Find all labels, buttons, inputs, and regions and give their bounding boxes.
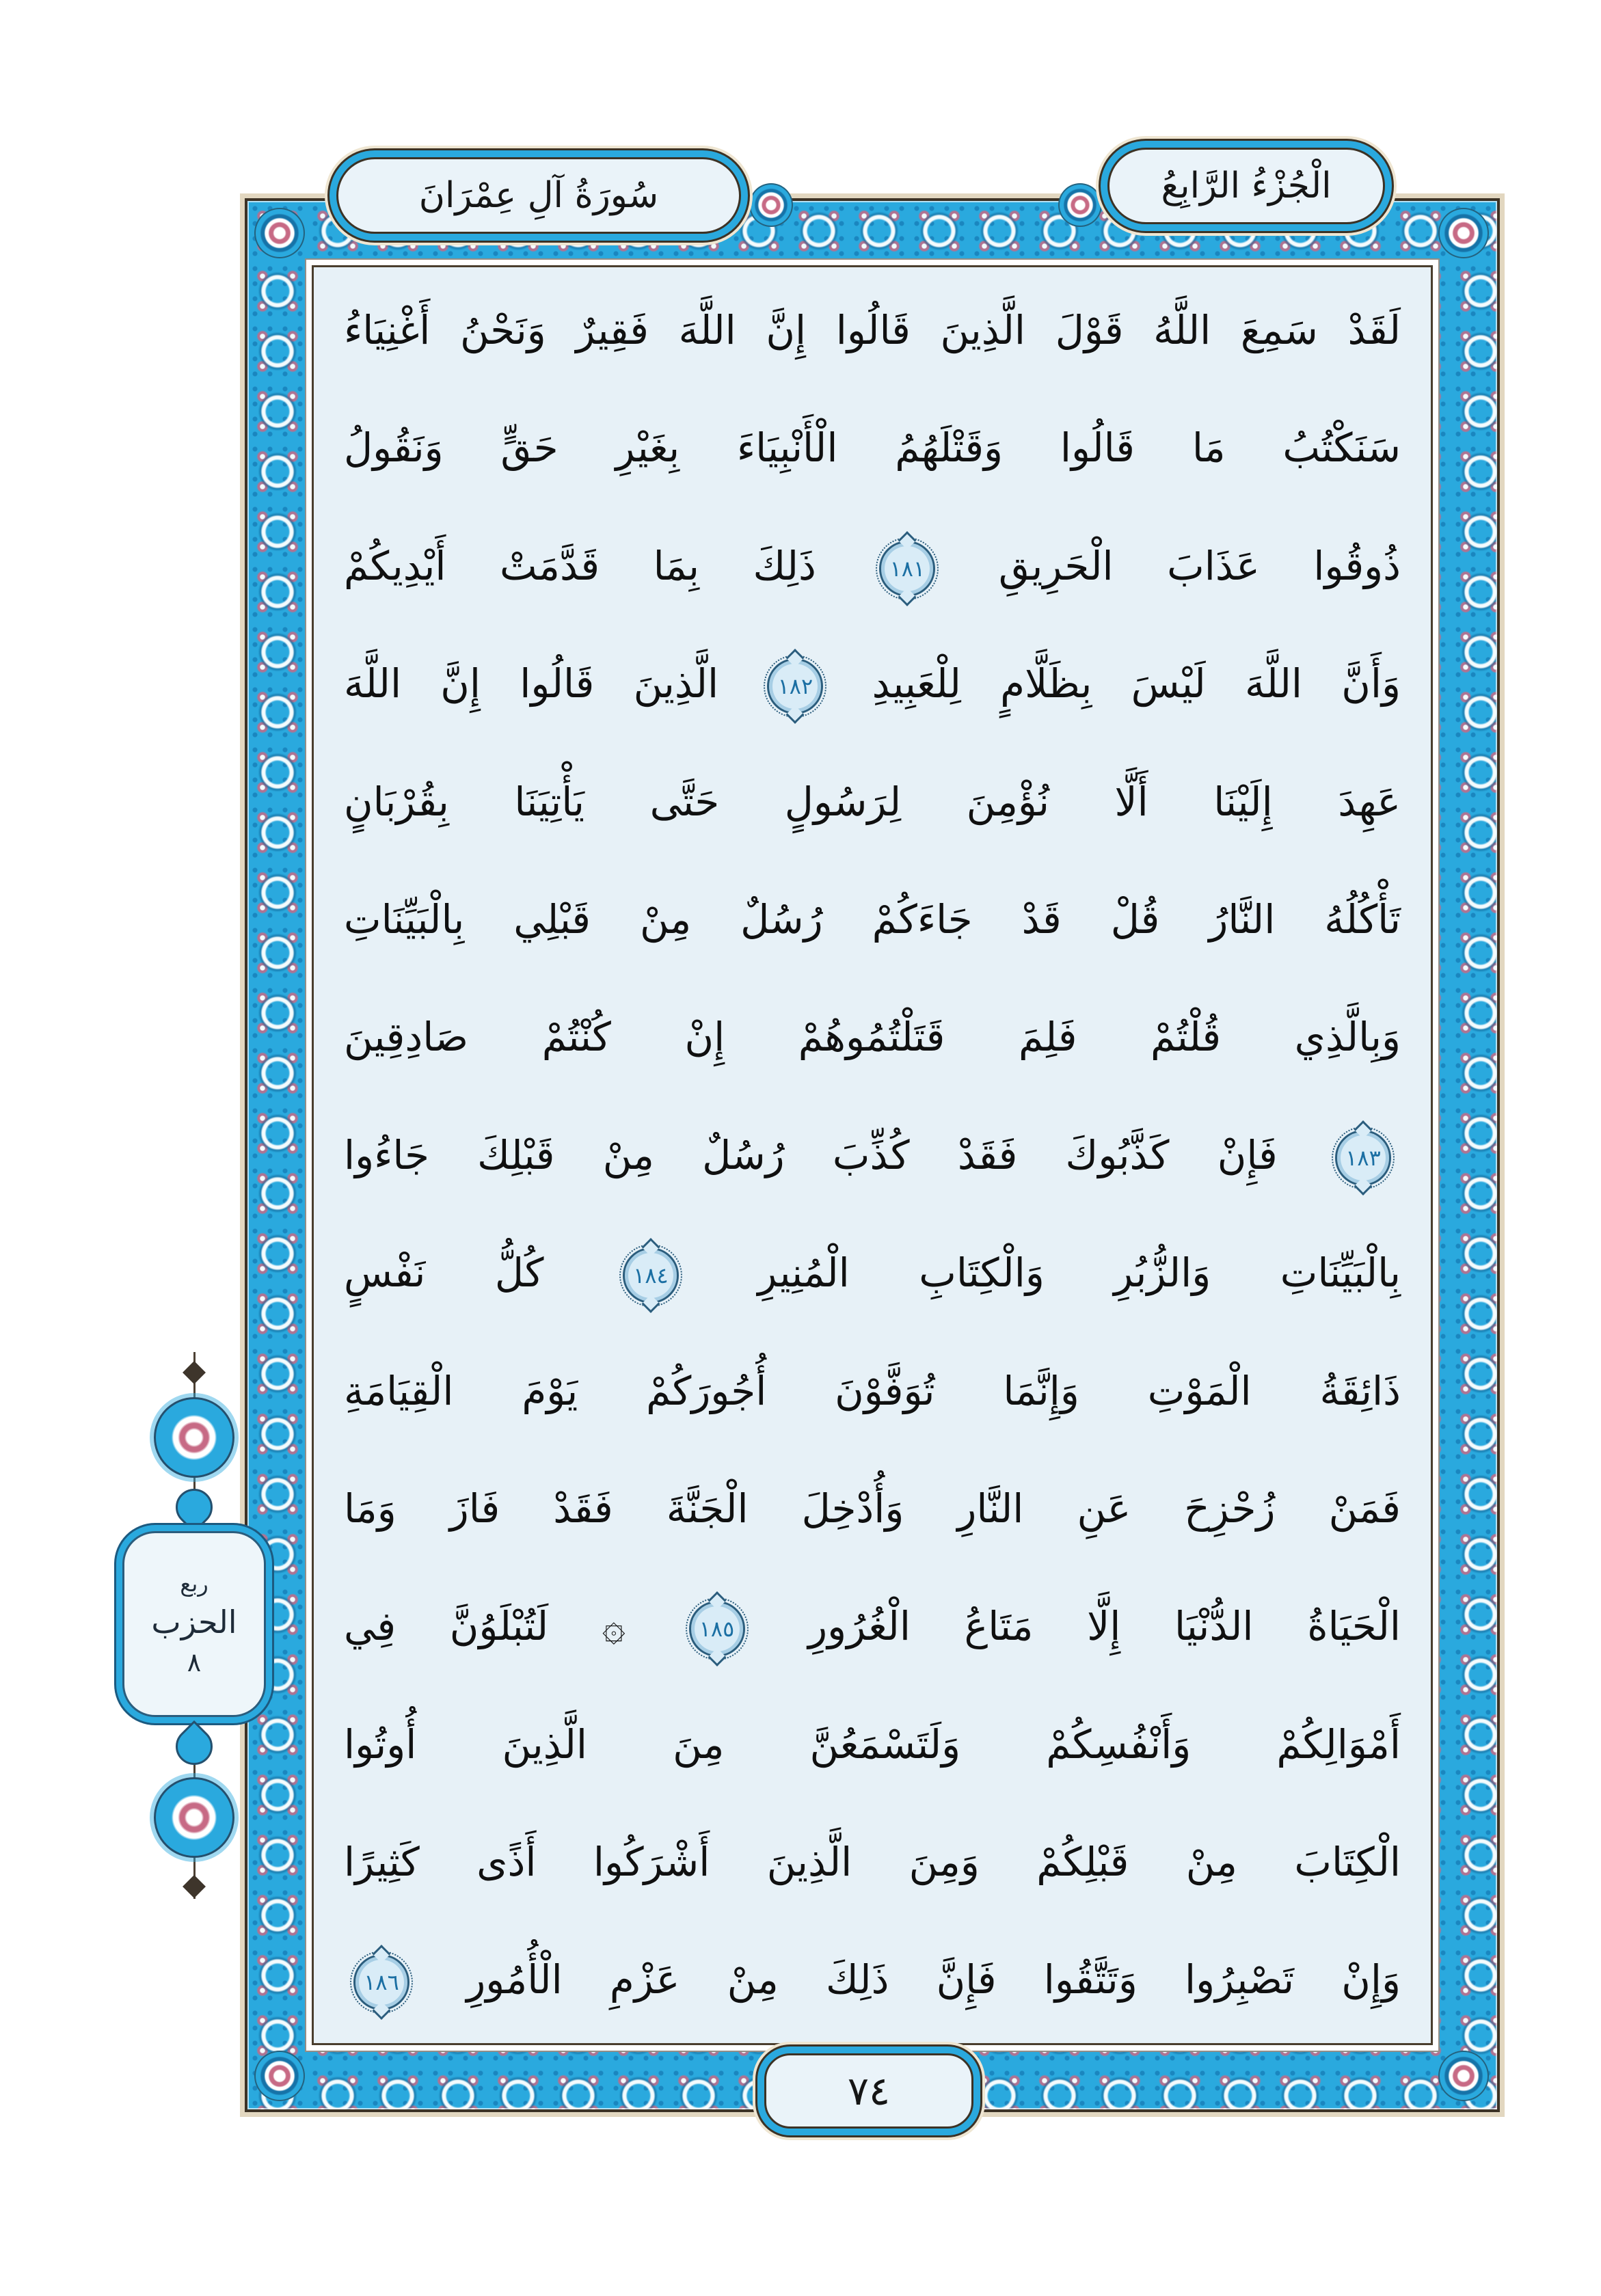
quran-lines (344, 271, 1401, 2039)
page-number: ٧٤ (847, 2068, 891, 2114)
quran-line (344, 389, 1401, 507)
verse-text-run: أَمْوَالِكُمْ وَأَنْفُسِكُمْ وَلَتَسْمَعُنَّ مِنَ الَّذِينَ أُوتُوا (344, 1720, 1401, 1768)
quran-line (344, 1096, 1401, 1214)
ayah-number: ١٨٦ (364, 1969, 399, 1996)
quran-line (344, 861, 1401, 978)
quran-line (344, 1214, 1401, 1332)
ayah-end-marker (623, 1247, 679, 1304)
frame-inner-gap (305, 258, 1440, 2052)
quran-line (344, 1332, 1401, 1450)
verse-text-run: ذَائِقَةُ الْمَوْتِ وَإِنَّمَا تُوَفَّوْنَ أُجُورَكُمْ يَوْمَ الْقِيَامَةِ (344, 1367, 1401, 1414)
ayah-end-marker (689, 1601, 745, 1657)
hizb-quarter-cartouche (122, 1531, 266, 1717)
diamond-finial-icon (183, 1361, 206, 1384)
ayah-end-marker (1335, 1130, 1391, 1186)
quran-line (344, 1450, 1401, 1567)
surah-title: سُورَةُ آلِ عِمْرَانَ (418, 175, 659, 216)
verse-text-run: سَنَكْتُبُ مَا قَالُوا وَقَتْلَهُمُ الْأَنْبِيَاءَ بِغَيْرِ حَقٍّ وَنَقُولُ (344, 424, 1401, 472)
verse-text-run: ذُوقُوا عَذَابَ الْحَرِيقِ (998, 542, 1401, 589)
verse-text-run: وَبِالَّذِي قُلْتُمْ فَلِمَ قَتَلْتُمُوهُمْ إِنْ كُنْتُمْ صَادِقِينَ (344, 1014, 1401, 1061)
diamond-finial-icon (183, 1875, 206, 1898)
corner-rosette-icon (1438, 208, 1489, 258)
verse-text-run: بِالْبَيِّنَاتِ وَالزُّبُرِ وَالْكِتَابِ الْمُنِيرِ (757, 1250, 1401, 1297)
verse-text-run: ذَلِكَ بِمَا قَدَّمَتْ أَيْدِيكُمْ (344, 542, 816, 589)
verse-text-run: الَّذِينَ قَالُوا إِنَّ اللَّهَ (344, 660, 719, 707)
quran-line (344, 1803, 1401, 1921)
surah-title-cartouche (336, 157, 741, 234)
ayah-number: ١٨١ (889, 555, 926, 582)
ayah-end-marker (767, 658, 823, 714)
corner-rosette-icon (1438, 2051, 1489, 2101)
juz-title: الْجُزْءُ الرَّابِعُ (1161, 165, 1332, 206)
hizb-label: الحزب (151, 1604, 237, 1640)
quran-line (344, 1921, 1401, 2038)
quran-line (344, 507, 1401, 625)
verse-text-run: لَقَدْ سَمِعَ اللَّهُ قَوْلَ الَّذِينَ قَالُوا إِنَّ اللَّهَ فَقِيرٌ وَنَحْنُ أَغْنِيَاءُ (344, 307, 1401, 353)
corner-rosette-icon (254, 2051, 305, 2101)
verse-text-run: عَهِدَ إِلَيْنَا أَلَّا نُؤْمِنَ لِرَسُولٍ حَتَّى يَأْتِيَنَا بِقُرْبَانٍ (344, 778, 1401, 825)
quran-line (344, 271, 1401, 389)
juz-title-cartouche (1107, 148, 1385, 224)
verse-text-run: تَأْكُلُهُ النَّارُ قُلْ قَدْ جَاءَكُمْ رُسُلٌ مِنْ قَبْلِي بِالْبَيِّنَاتِ (344, 895, 1401, 943)
quran-line (344, 1567, 1401, 1685)
verse-text-run: الْحَيَاةُ الدُّنْيَا إِلَّا مَتَاعُ الْغُرُورِ (808, 1603, 1401, 1650)
arabesque-leaf-icon (168, 1720, 220, 1772)
corner-rosette-icon (254, 208, 305, 258)
verse-text-run: فَمَنْ زُحْزِحَ عَنِ النَّارِ وَأُدْخِلَ الْجَنَّةَ فَقَدْ فَازَ وَمَا (344, 1485, 1401, 1532)
arabesque-knot-icon (154, 1397, 234, 1478)
page-number-cartouche (764, 2053, 973, 2129)
ayah-end-marker (353, 1954, 409, 2010)
header-junction-rosette-icon (749, 183, 793, 227)
ayah-number: ١٨٣ (1345, 1144, 1381, 1171)
quran-line (344, 743, 1401, 861)
quran-line (344, 625, 1401, 742)
verse-text-run: ۞ لَتُبْلَوُنَّ فِي (344, 1603, 625, 1650)
hizb-quarter-margin-medallion (94, 1352, 294, 1899)
quran-text-panel (312, 265, 1433, 2045)
arabesque-leaf-icon (168, 1481, 220, 1533)
quran-line (344, 1686, 1401, 1803)
verse-text-run: كُلُّ نَفْسٍ (344, 1250, 544, 1297)
hizb-number: ٨ (187, 1647, 202, 1677)
verse-text-run: الْكِتَابَ مِنْ قَبْلِكُمْ وَمِنَ الَّذِينَ أَشْرَكُوا أَذًى كَثِيرًا (344, 1839, 1401, 1886)
verse-text-run: فَإِنْ كَذَّبُوكَ فَقَدْ كُذِّبَ رُسُلٌ مِنْ قَبْلِكَ جَاءُوا (344, 1131, 1278, 1178)
quran-line (344, 978, 1401, 1096)
ayah-end-marker (879, 541, 935, 597)
hizb-quarter-label: ربع (180, 1571, 208, 1597)
verse-text-run: وَأَنَّ اللَّهَ لَيْسَ بِظَلَّامٍ لِلْعَبِيدِ (872, 660, 1401, 707)
ayah-number: ١٨٢ (777, 673, 813, 700)
arabesque-knot-icon (154, 1777, 234, 1858)
header-junction-rosette-icon (1058, 183, 1102, 227)
ayah-number: ١٨٤ (633, 1262, 669, 1289)
verse-text-run: وَإِنْ تَصْبِرُوا وَتَتَّقُوا فَإِنَّ ذَلِكَ مِنْ عَزْمِ الْأُمُورِ (466, 1956, 1401, 2003)
ayah-number: ١٨٥ (699, 1616, 735, 1643)
ornamental-border-frame (245, 198, 1500, 2112)
